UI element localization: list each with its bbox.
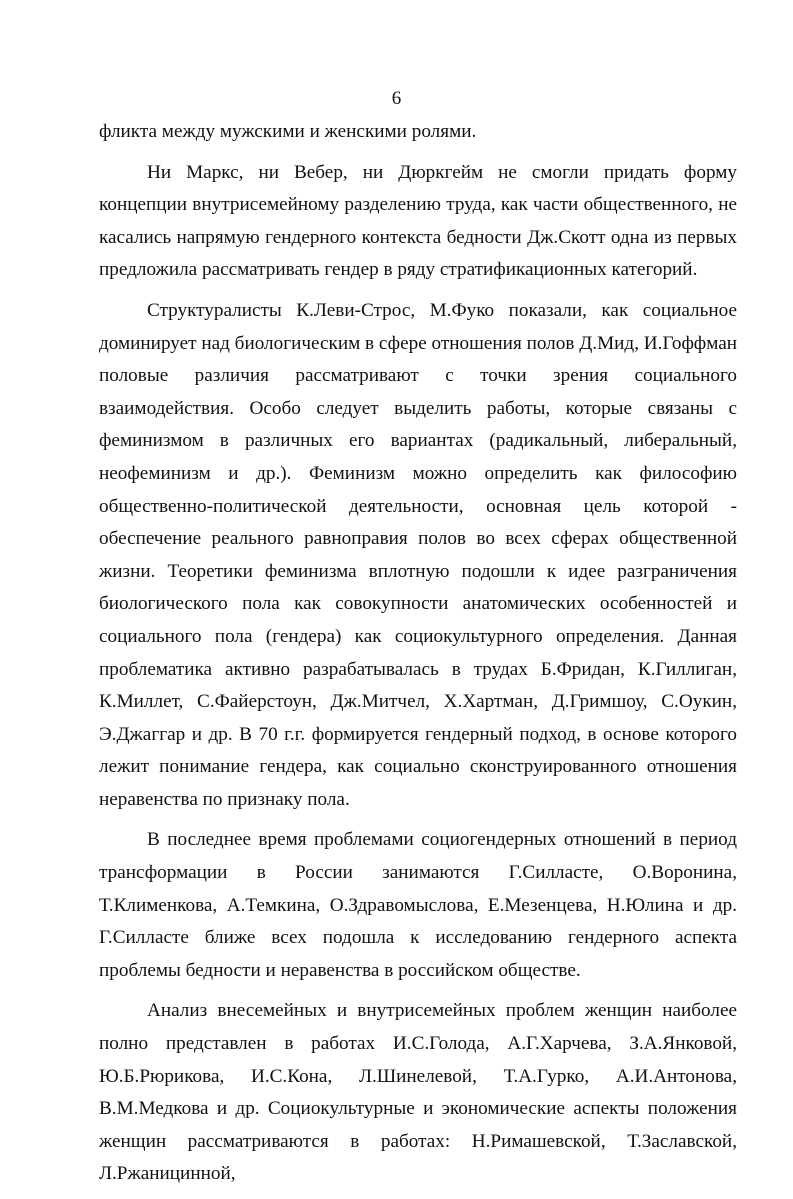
paragraph-structuralists-feminism: Структуралисты К.Леви-Строс, М.Фуко показали, как социальное доминирует над биологическим в сфере отношения полов Д.Мид, И.Гоффман половые различия рассматривают с точки зрения социального взаимодействия. Особо следует выделить работы, которые связаны с феминизмом в различных его вариантах (радикальный, либеральный, неофеминизм и др.). Феминизм можно определить как философию общественно-политической деятельности, основная цель которой - обеспечение реального равноправия полов во всех сферах общественной жизни. Теоретики феминизма вплотную подошли к идее разграничения биологического пола как совокупности анатомических особенностей и социального пола (гендера) как социокультурного определения. Данная проблематика активно разрабатывалась в трудах Б.Фридан, К.Гиллиган, К.Миллет, С.Файерстоун, Дж.Митчел, Х.Хартман, Д.Гримшоу, С.Оукин, Э.Джаггар и др. В 70 г.г. формируется гендерный подход, в основе которого лежит понимание гендера, как социально сконструированного отношения неравенства по признаку пола. <box>99 299 737 810</box>
paragraph-continuation: фликта между мужскими и женскими ролями. <box>99 121 477 142</box>
paragraph-family-analysis: Анализ внесемейных и внутрисемейных проблем женщин наиболее полно представлен в работах И.С.Голода, А.Г.Харчева, З.А.Янковой, Ю.Б.Рюрикова, И.С.Кона, Л.Шинелевой, Т.А.Гурко, А.И.Антонова, В.М.Медкова и др. Социокультурные и экономические аспекты положения женщин рассматриваются в работах: Н.Римашевской, Т.Заславской, Л.Ржаницинной, <box>99 1000 737 1185</box>
body-text <box>99 116 737 1199</box>
paragraph-classics: Ни Маркс, ни Вебер, ни Дюркгейм не смогли придать форму концепции внутрисемейному разделению труда, как части общественного, не касались напрямую гендерного контекста бедности Дж.Скотт одна из первых предложила рассматривать гендер в ряду стратификационных категорий. <box>99 161 737 281</box>
page-number: 6 <box>391 88 402 109</box>
paragraph-russian-researchers: В последнее время проблемами социогендерных отношений в период трансформации в России занимаются Г.Силласте, О.Воронина, Т.Клименкова, А.Темкина, О.Здравомыслова, Е.Мезенцева, Н.Юлина и др. Г.Силласте ближе всех подошла к исследованию гендерного аспекта проблемы бедности и неравенства в российском обществе. <box>99 829 737 981</box>
